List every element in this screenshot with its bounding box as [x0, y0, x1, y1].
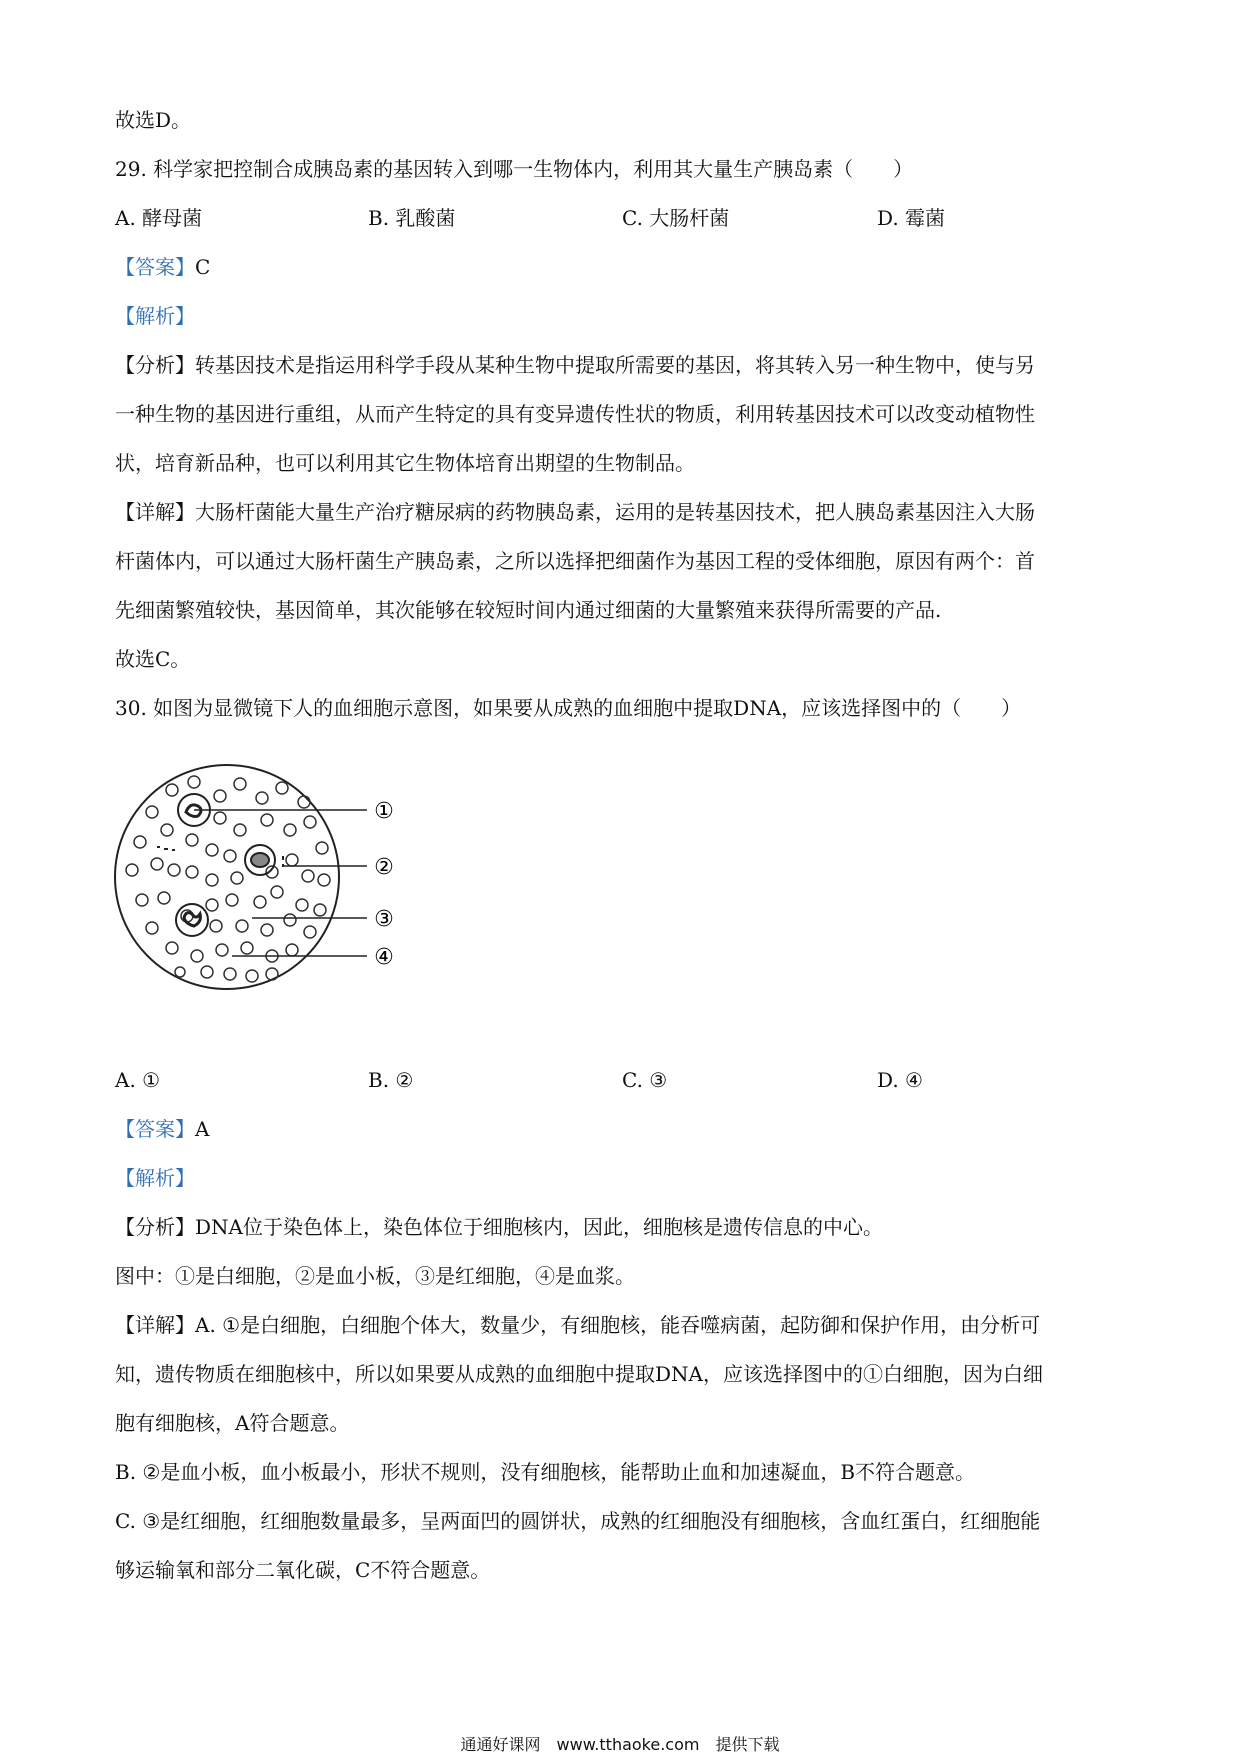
q29-analysis-line-2: 一种生物的基因进行重组，从而产生特定的具有变异遗传性状的物质，利用转基因技术可以改变动植物性: [115, 402, 1035, 426]
question-29-stem: 29. 科学家把控制合成胰岛素的基因转入到哪一生物体内，利用其大量生产胰岛素（ ）: [115, 157, 914, 181]
q30-option-c: C. ③: [622, 1068, 668, 1092]
q30-detail-c-line-2: 够运输氧和部分二氧化碳，C不符合题意。: [115, 1558, 491, 1582]
detail-text: A. ①是白细胞，白细胞个体大，数量少，有细胞核，能吞噬病菌，起防御和保护作用，由分析可: [195, 1313, 1041, 1337]
q30-detail-line-1: [115, 1311, 1040, 1339]
question-30-stem: 30. 如图为显微镜下人的血细胞示意图，如果要从成熟的血细胞中提取DNA，应该选择图中的（ ）: [115, 696, 1022, 720]
answer-tag: 【答案】: [115, 1117, 195, 1141]
q30-analysis: [115, 1213, 883, 1241]
analysis-text: 转基因技术是指运用科学手段从某种生物中提取所需要的基因，将其转入另一种生物中，使与另: [195, 353, 1035, 377]
q29-detail-line-3: 先细菌繁殖较快，基因简单，其次能够在较短时间内通过细菌的大量繁殖来获得所需要的产品.: [115, 598, 942, 622]
q30-option-d: D. ④: [877, 1068, 923, 1092]
leader-lines: [194, 810, 367, 956]
answer-value: A: [195, 1117, 210, 1141]
q29-analysis-line-1: [115, 351, 1035, 379]
q29-option-a: A. 酵母菌: [115, 206, 203, 230]
q29-jiexi: 【解析】: [115, 304, 195, 328]
analysis-text: DNA位于染色体上，染色体位于细胞核内，因此，细胞核是遗传信息的中心。: [195, 1215, 883, 1239]
detail-text: 大肠杆菌能大量生产治疗糖尿病的药物胰岛素，运用的是转基因技术，把人胰岛素基因注入大肠: [195, 500, 1035, 524]
figure-label-2: ②: [374, 855, 394, 880]
previous-answer: 故选D。: [115, 108, 192, 132]
figure-label-4: ④: [374, 945, 394, 970]
q29-option-b: B. 乳酸菌: [368, 206, 456, 230]
q29-option-c: C. 大肠杆菌: [622, 206, 730, 230]
page-footer: 通通好课网 www.tthaoke.com 提供下载: [460, 1735, 780, 1754]
q30-answer: [115, 1115, 209, 1143]
q29-option-d: D. 霉菌: [877, 206, 946, 230]
q30-jiexi: 【解析】: [115, 1166, 195, 1190]
q29-detail-line-2: 杆菌体内，可以通过大肠杆菌生产胰岛素，之所以选择把细菌作为基因工程的受体细胞，原因有两个：首: [115, 549, 1035, 573]
answer-tag: 【答案】: [115, 255, 195, 279]
q30-figure-note: 图中：①是白细胞，②是血小板，③是红细胞，④是血浆。: [115, 1264, 635, 1288]
analysis-tag: 【分析】: [115, 1215, 195, 1239]
q30-detail-b: B. ②是血小板，血小板最小，形状不规则，没有细胞核，能帮助止血和加速凝血，B不符合题意。: [115, 1460, 976, 1484]
q29-answer: [115, 253, 210, 281]
q30-detail-line-2: 知，遗传物质在细胞核中，所以如果要从成熟的血细胞中提取DNA，应该选择图中的①白细胞，因为白细: [115, 1362, 1043, 1386]
q30-detail-c-line-1: C. ③是红细胞，红细胞数量最多，呈两面凹的圆饼状，成熟的红细胞没有细胞核，含血红蛋白，红细胞能: [115, 1509, 1041, 1533]
detail-tag: 【详解】: [115, 500, 195, 524]
figure-label-1: ①: [374, 799, 394, 824]
answer-value: C: [195, 255, 211, 279]
q30-option-a: A. ①: [115, 1068, 161, 1092]
white-blood-cell-3: [245, 845, 275, 875]
detail-tag: 【详解】: [115, 1313, 195, 1337]
q29-conclusion: 故选C。: [115, 647, 191, 671]
q30-detail-line-3: 胞有细胞核，A符合题意。: [115, 1411, 350, 1435]
q29-analysis-line-3: 状，培育新品种，也可以利用其它生物体培育出期望的生物制品。: [115, 451, 695, 475]
q29-detail-line-1: [115, 498, 1035, 526]
q30-option-b: B. ②: [368, 1068, 414, 1092]
figure-label-3: ③: [374, 907, 394, 932]
analysis-tag: 【分析】: [115, 353, 195, 377]
blood-cell-figure: [112, 760, 412, 1000]
red-blood-cells: [126, 776, 330, 982]
